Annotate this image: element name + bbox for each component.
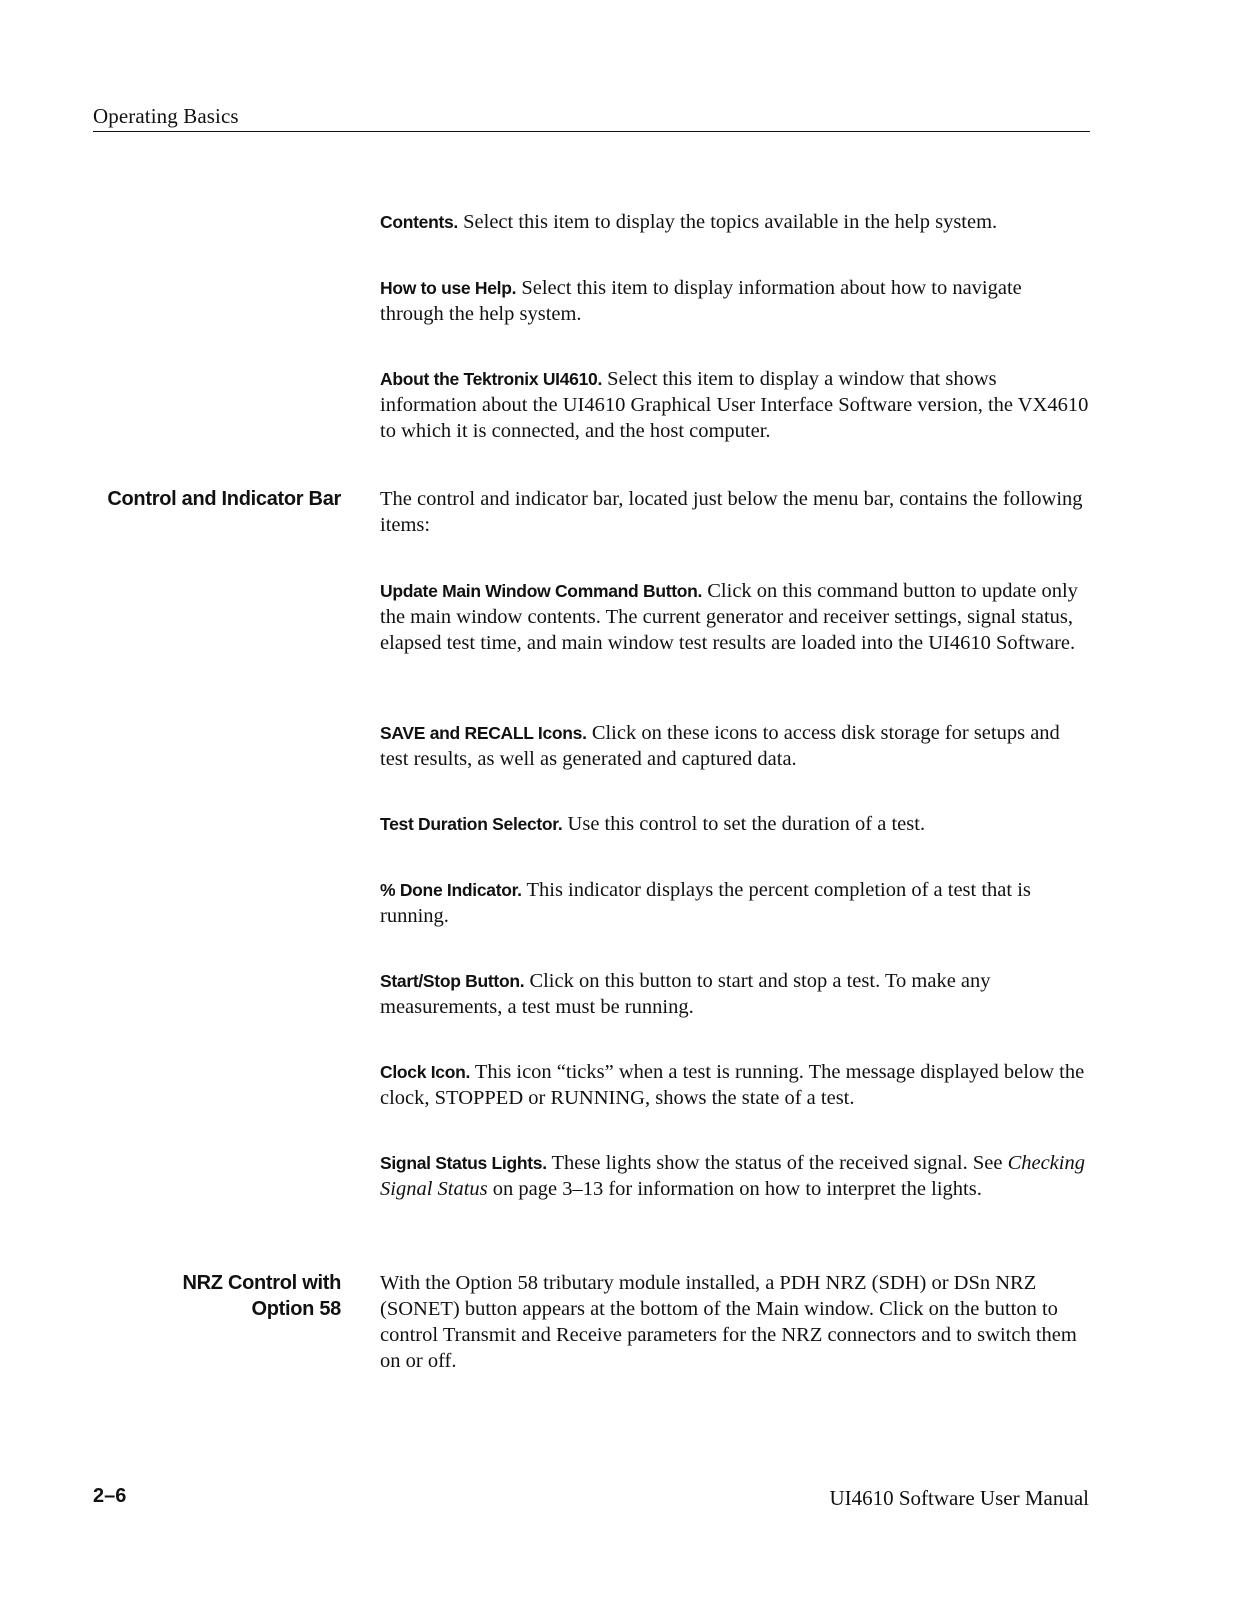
help-item-how-to-use-help (380, 275, 1090, 327)
item-lead: Clock Icon. (380, 1062, 471, 1082)
item-clock-icon (380, 1059, 1090, 1111)
item-text: Select this item to display information about how to navigate through the help system. (380, 277, 1022, 325)
item-lead: Signal Status Lights. (380, 1153, 547, 1173)
item-text: Click on this button to start and stop a test. To make any measurements, a test must be running. (380, 970, 991, 1018)
item-text: Select this item to display the topics available in the help system. (458, 211, 998, 233)
help-item-about (380, 366, 1090, 444)
item-update-main-window (380, 578, 1090, 656)
item-lead: Start/Stop Button. (380, 971, 525, 991)
item-text: on page 3–13 for information on how to interpret the lights. (487, 1178, 982, 1200)
running-header: Operating Basics (93, 104, 239, 128)
item-start-stop-button (380, 968, 1090, 1020)
item-text: These lights show the status of the received signal. See (546, 1152, 1008, 1174)
header-rule (93, 131, 1090, 132)
control-bar-intro: The control and indicator bar, located just below the menu bar, contains the following items: (380, 488, 1083, 536)
item-lead: About the Tektronix UI4610. (380, 369, 603, 389)
item-lead: How to use Help. (380, 278, 517, 298)
item-test-duration-selector (380, 811, 1090, 837)
item-text: This icon “ticks” when a test is running. The message displayed below the clock, STOPPED or RUNNING, shows the state of a test. (380, 1061, 1085, 1109)
item-lead: Test Duration Selector. (380, 814, 563, 834)
item-text: This indicator displays the percent completion of a test that is running. (380, 879, 1031, 927)
item-save-recall-icons (380, 720, 1090, 772)
nrz-body: With the Option 58 tributary module installed, a PDH NRZ (SDH) or DSn NRZ (SONET) button appears at the bottom of the Main window. Click on the button to control Transmit and Receive parameters for the NRZ connectors and to switch them on or off. (380, 1272, 1077, 1372)
section-heading-line: Option 58 (251, 1298, 341, 1320)
item-text: Click on these icons to access disk storage for setups and test results, as well as generated and captured data. (380, 722, 1060, 770)
help-item-contents (380, 209, 1090, 235)
item-done-indicator (380, 877, 1090, 929)
item-text: Select this item to display a window that shows information about the UI4610 Graphical User Interface Software version, the VX4610 to which it is connected, and the host computer. (380, 368, 1089, 442)
page-number: 2–6 (93, 1485, 127, 1507)
item-text: Use this control to set the duration of a test. (562, 813, 926, 835)
item-lead: Contents. (380, 212, 458, 232)
section-heading-nrz (182, 1270, 341, 1322)
manual-title: UI4610 Software User Manual (829, 1486, 1089, 1510)
section-heading-control-bar: Control and Indicator Bar (107, 488, 341, 510)
item-lead: Update Main Window Command Button. (380, 581, 703, 601)
item-lead: SAVE and RECALL Icons. (380, 723, 587, 743)
item-text: Click on this command button to update only the main window contents. The current generator and receiver settings, signal status, elapsed test time, and main window test results are loaded into the UI4610 Software. (380, 580, 1078, 654)
section-heading-line: NRZ Control with (182, 1272, 341, 1294)
cross-reference: Checking Signal Status (380, 1152, 1085, 1200)
item-signal-status-lights (380, 1150, 1090, 1202)
item-lead: % Done Indicator. (380, 880, 522, 900)
